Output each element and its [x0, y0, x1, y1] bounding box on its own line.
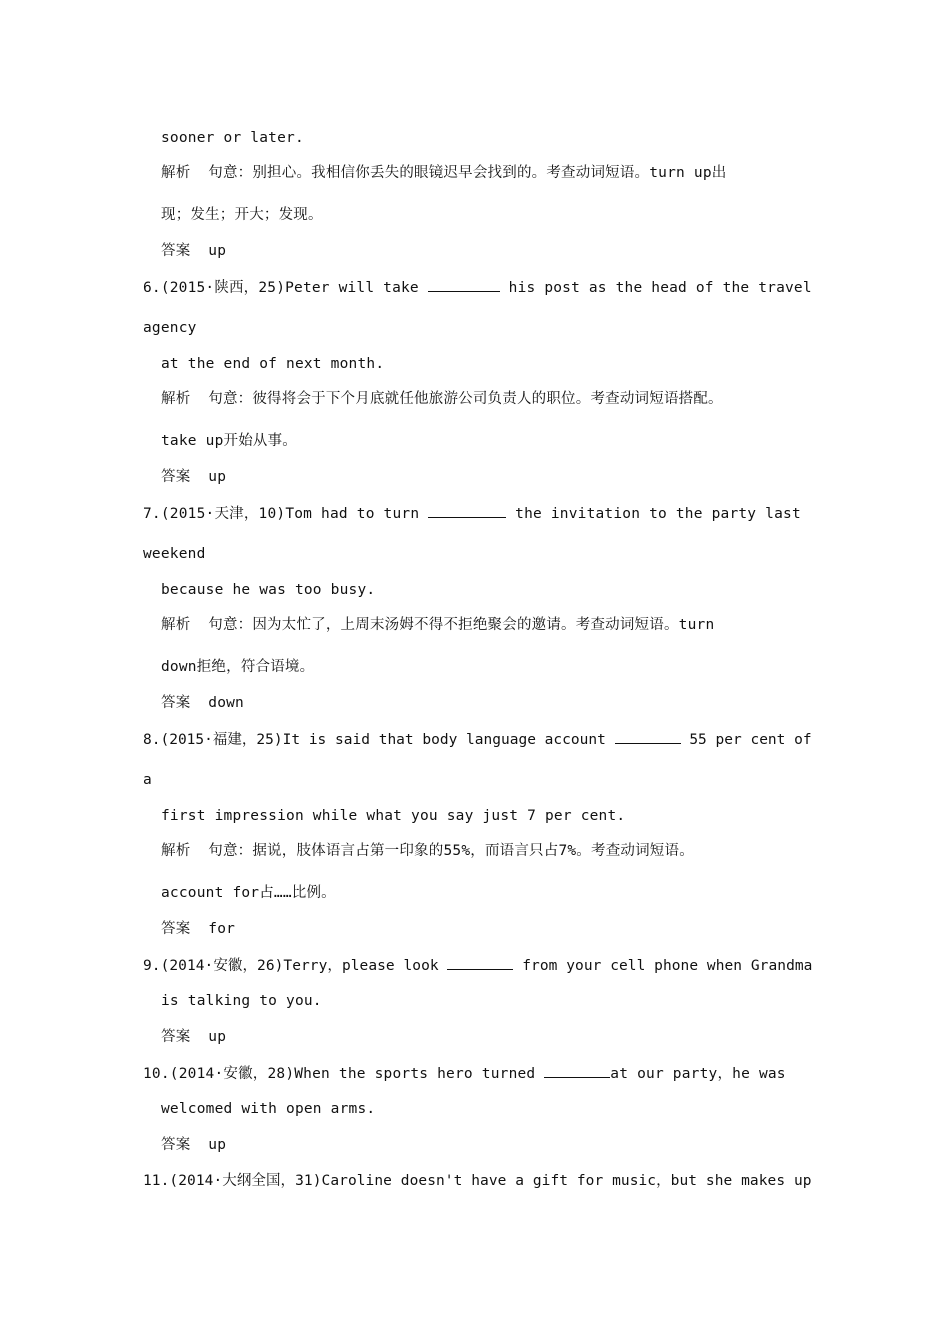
explanation-line: 解析 句意：别担心。我相信你丢失的眼镜迟早会找到的。考查动词短语。turn up出	[161, 165, 727, 181]
question-text: 8.(2015·福建，25)It is said that body language account	[143, 732, 615, 748]
text-line: first impression while what you say just 7 per cent.	[161, 808, 626, 824]
answer-line: 答案 up	[161, 469, 227, 485]
text-line: sooner or later.	[161, 130, 304, 146]
answer-line: 答案 for	[161, 921, 236, 937]
answer-blank	[428, 277, 500, 292]
question-text: 6.(2015·陕西，25)Peter will take	[143, 280, 428, 296]
text-line: account for占……比例。	[161, 885, 336, 901]
question-text: from your cell phone when Grandma	[513, 958, 813, 974]
question-text: 9.(2014·安徽，26)Terry，please look	[143, 958, 448, 974]
question-10	[143, 1063, 786, 1084]
text-line: is talking to you.	[161, 993, 322, 1009]
question-text: 10.(2014·安徽，28)When the sports hero turned	[143, 1066, 545, 1082]
question-8	[143, 729, 812, 750]
question-text: 7.(2015·天津，10)Tom had to turn	[143, 506, 429, 522]
text-line: down拒绝，符合语境。	[161, 659, 315, 675]
answer-line: 答案 up	[161, 1029, 227, 1045]
explanation-line: 解析 句意：因为太忙了，上周末汤姆不得不拒绝聚会的邀请。考查动词短语。turn	[161, 617, 715, 633]
text-line: a	[143, 772, 152, 788]
question-text: his post as the head of the travel	[499, 280, 812, 296]
text-line: take up开始从事。	[161, 433, 298, 449]
answer-blank	[615, 729, 681, 744]
text-line: welcomed with open arms.	[161, 1101, 376, 1117]
question-9	[143, 955, 812, 976]
question-text: the invitation to the party last	[506, 506, 801, 522]
answer-blank	[428, 503, 506, 518]
text-line: at the end of next month.	[161, 356, 385, 372]
question-text: at our party，he was	[610, 1066, 786, 1082]
answer-blank	[544, 1063, 610, 1078]
answer-line: 答案 up	[161, 243, 227, 259]
explanation-line: 解析 句意：据说，肢体语言占第一印象的55%，而语言只占7%。考查动词短语。	[161, 843, 694, 859]
question-11: 11.(2014·大纲全国，31)Caroline doesn't have a gift for music，but she makes up	[143, 1173, 812, 1189]
text-line: agency	[143, 320, 197, 336]
question-6	[143, 277, 812, 298]
text-line: weekend	[143, 546, 206, 562]
text-line: 现；发生；开大；发现。	[161, 207, 323, 223]
answer-line: 答案 down	[161, 695, 244, 711]
question-7	[143, 503, 801, 524]
explanation-line: 解析 句意：彼得将会于下个月底就任他旅游公司负责人的职位。考查动词短语搭配。	[161, 391, 723, 407]
answer-blank	[447, 955, 513, 970]
answer-line: 答案 up	[161, 1137, 227, 1153]
text-line: because he was too busy.	[161, 582, 376, 598]
question-text: 55 per cent of	[680, 732, 812, 748]
